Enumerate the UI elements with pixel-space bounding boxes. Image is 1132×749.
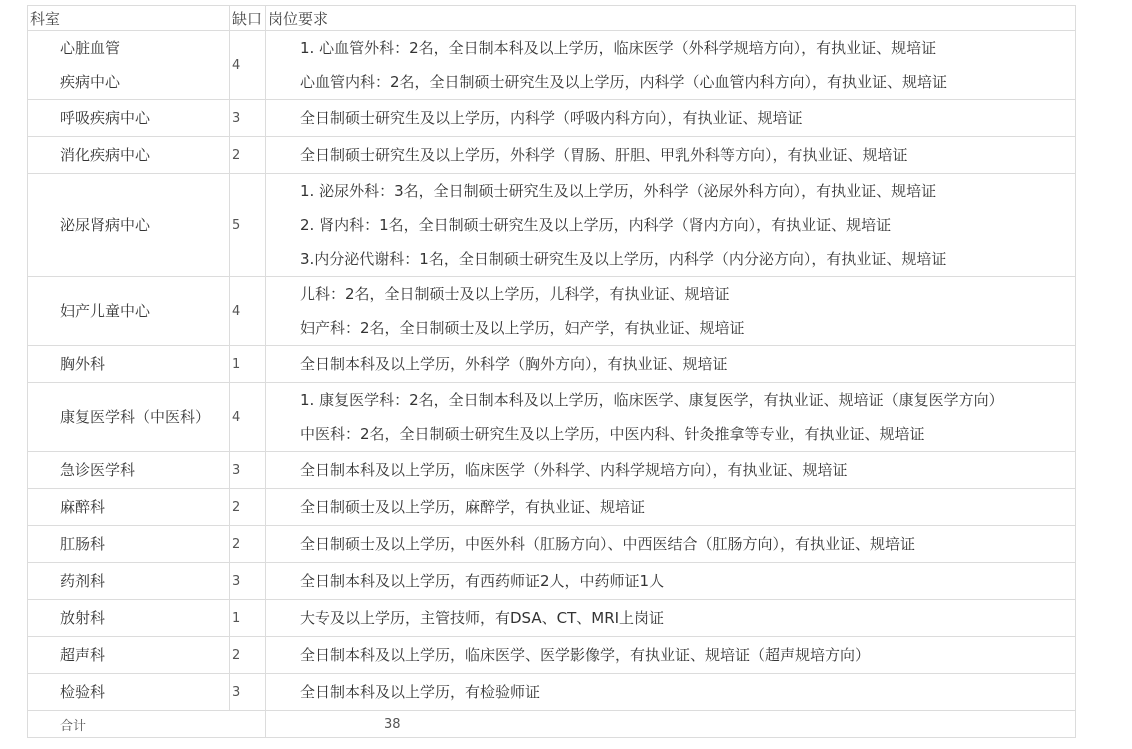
dept-cell [28,174,230,277]
table-row [28,383,1076,452]
gap-count: 4 [230,383,266,452]
requirements-cell [266,452,1076,489]
requirement-line: 大专及以上学历，主管技师，有DSA、CT、MRI上岗证 [300,609,665,627]
table-row [28,600,1076,637]
gap-count: 2 [230,489,266,526]
requirement-line: 3.内分泌代谢科：1名，全日制硕士研究生及以上学历，内科学（内分泌方向），有执业证、规培证 [300,250,947,268]
dept-cell [28,383,230,452]
dept-name: 疾病中心 [60,73,121,91]
dept-name: 超声科 [60,646,106,664]
dept-name: 肛肠科 [60,535,106,553]
header-gap: 缺口 [230,6,266,31]
requirements-cell [266,346,1076,383]
total-label: 合计 [28,711,266,738]
requirement-line: 全日制硕士及以上学历，中医外科（肛肠方向）、中西医结合（肛肠方向），有执业证、规培证 [300,535,916,553]
requirement-line: 全日制本科及以上学历，有西药师证2人，中药师证1人 [300,572,665,590]
requirements-cell [266,637,1076,674]
table-row [28,452,1076,489]
table-row [28,346,1076,383]
requirement-line: 1. 泌尿外科：3名，全日制硕士研究生及以上学历，外科学（泌尿外科方向），有执业证、规培证 [300,182,937,200]
recruitment-table [27,5,1076,738]
requirement-line: 全日制硕士研究生及以上学历，外科学（胃肠、肝胆、甲乳外科等方向），有执业证、规培证 [300,146,908,164]
gap-count: 3 [230,563,266,600]
requirements-cell [266,174,1076,277]
dept-cell [28,600,230,637]
dept-cell [28,31,230,100]
table-row [28,489,1076,526]
gap-count: 2 [230,137,266,174]
requirement-line: 1. 心血管外科：2名，全日制本科及以上学历，临床医学（外科学规培方向），有执业证、规培证 [300,39,937,57]
table-row [28,174,1076,277]
dept-name: 检验科 [60,683,106,701]
dept-name: 麻醉科 [60,498,106,516]
table-row [28,563,1076,600]
requirements-cell [266,489,1076,526]
gap-count: 4 [230,31,266,100]
table-row [28,137,1076,174]
requirement-line: 1. 康复医学科：2名，全日制本科及以上学历，临床医学、康复医学，有执业证、规培证（康复医学方向） [300,391,1004,409]
requirement-line: 全日制本科及以上学历，有检验师证 [300,683,541,701]
table-row [28,31,1076,100]
header-requirements: 岗位要求 [266,6,1076,31]
table-row [28,674,1076,711]
requirement-line: 全日制本科及以上学历，临床医学、医学影像学，有执业证、规培证（超声规培方向） [300,646,871,664]
requirements-cell [266,563,1076,600]
requirements-cell [266,526,1076,563]
requirements-cell [266,277,1076,346]
requirements-cell [266,674,1076,711]
requirement-line: 2. 肾内科：1名，全日制硕士研究生及以上学历，内科学（肾内方向），有执业证、规培证 [300,216,892,234]
total-row [28,711,1076,738]
gap-count: 3 [230,452,266,489]
dept-cell [28,674,230,711]
requirement-line: 全日制硕士及以上学历，麻醉学，有执业证、规培证 [300,498,646,516]
dept-name: 心脏血管 [60,39,121,57]
header-dept: 科室 [28,6,230,31]
dept-cell [28,563,230,600]
gap-count: 3 [230,674,266,711]
requirement-line: 儿科：2名，全日制硕士及以上学历，儿科学，有执业证、规培证 [300,285,730,303]
requirement-line: 全日制本科及以上学历，临床医学（外科学、内科学规培方向），有执业证、规培证 [300,461,848,479]
gap-count: 5 [230,174,266,277]
requirements-cell [266,600,1076,637]
dept-name: 泌尿肾病中心 [60,216,151,234]
dept-cell [28,526,230,563]
table-row [28,637,1076,674]
dept-cell [28,346,230,383]
dept-name: 康复医学科（中医科） [60,408,211,426]
table-row [28,526,1076,563]
table-row [28,277,1076,346]
dept-cell [28,137,230,174]
requirement-line: 妇产科：2名，全日制硕士及以上学历，妇产学，有执业证、规培证 [300,319,745,337]
gap-count: 2 [230,637,266,674]
requirement-line: 全日制本科及以上学历，外科学（胸外方向），有执业证、规培证 [300,355,728,373]
gap-count: 4 [230,277,266,346]
requirement-line: 中医科：2名，全日制硕士研究生及以上学历，中医内科、针灸推拿等专业，有执业证、规培证 [300,425,925,443]
dept-cell [28,637,230,674]
dept-name: 呼吸疾病中心 [60,109,151,127]
total-value: 38 [266,711,1076,738]
requirements-cell [266,383,1076,452]
dept-cell [28,452,230,489]
requirements-cell [266,31,1076,100]
requirements-cell [266,100,1076,137]
requirement-line: 全日制硕士研究生及以上学历，内科学（呼吸内科方向），有执业证、规培证 [300,109,803,127]
table-header-row [28,6,1076,31]
gap-count: 1 [230,346,266,383]
dept-cell [28,277,230,346]
gap-count: 1 [230,600,266,637]
dept-cell [28,100,230,137]
dept-name: 妇产儿童中心 [60,302,151,320]
gap-count: 3 [230,100,266,137]
dept-name: 放射科 [60,609,106,627]
table-row [28,100,1076,137]
requirement-line: 心血管内科：2名，全日制硕士研究生及以上学历，内科学（心血管内科方向），有执业证、规培证 [300,73,948,91]
dept-name: 胸外科 [60,355,106,373]
requirements-cell [266,137,1076,174]
dept-name: 药剂科 [60,572,106,590]
dept-name: 消化疾病中心 [60,146,151,164]
dept-name: 急诊医学科 [60,461,136,479]
gap-count: 2 [230,526,266,563]
dept-cell [28,489,230,526]
